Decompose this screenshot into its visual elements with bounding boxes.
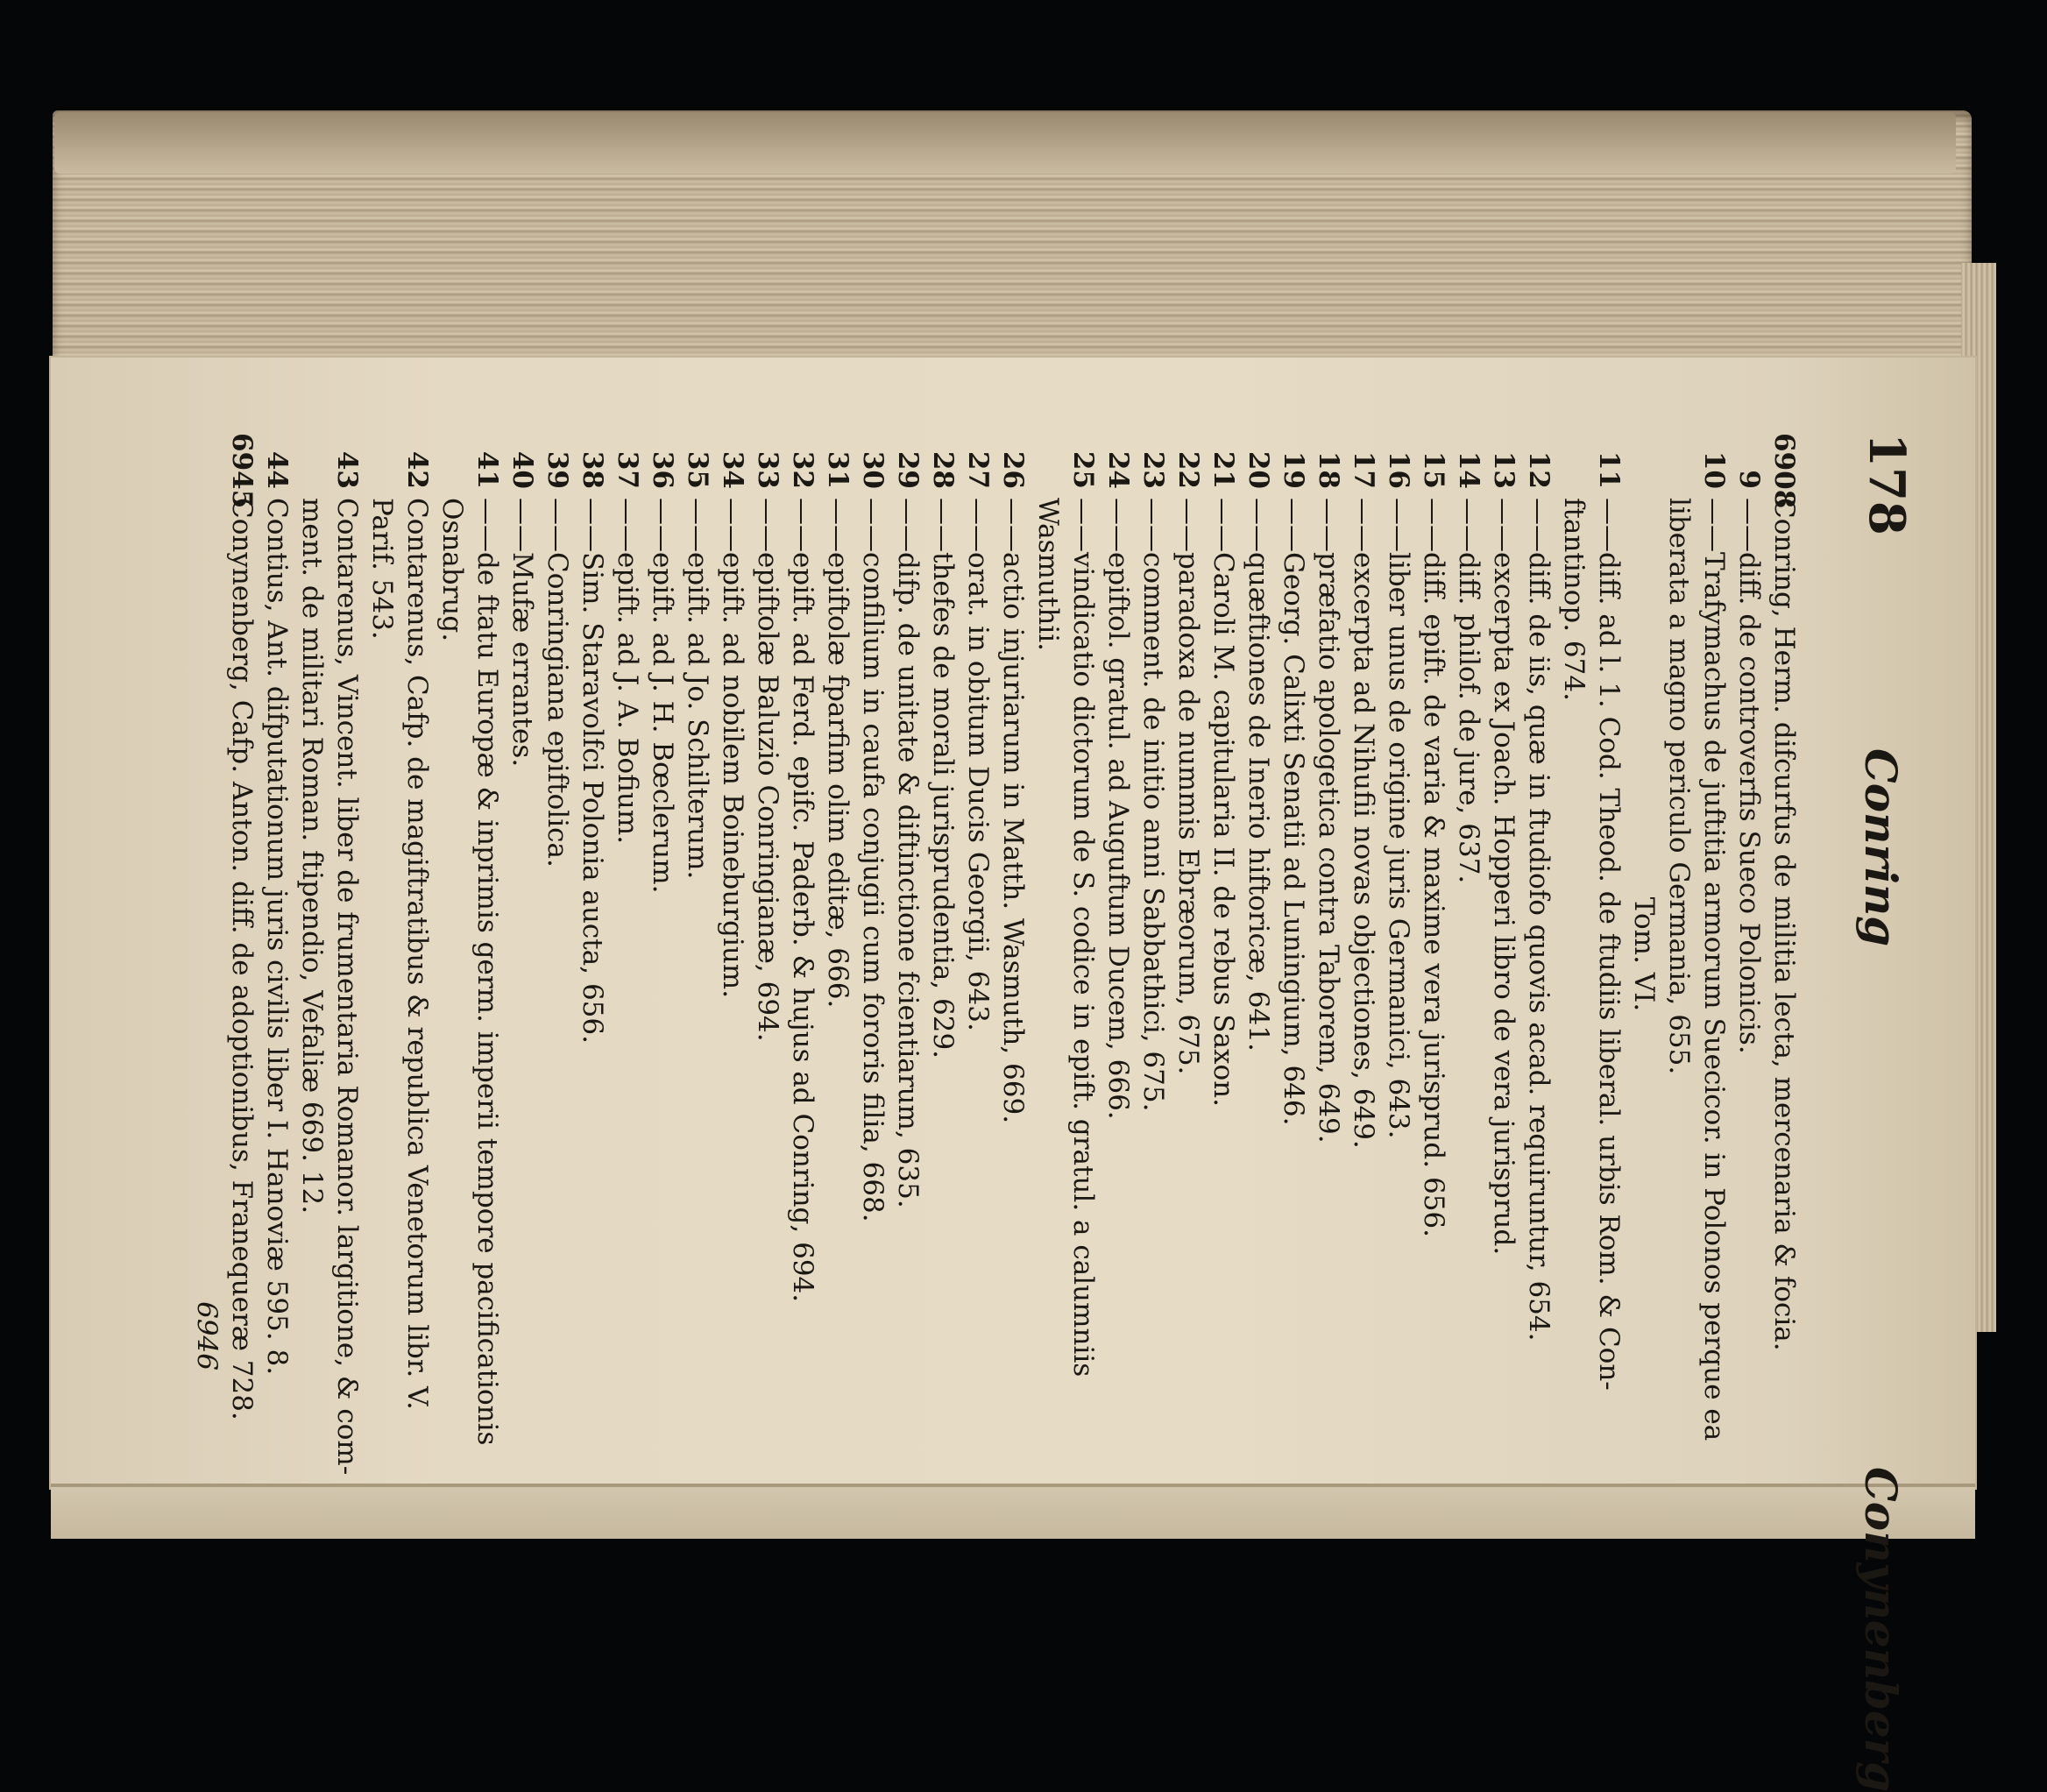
catchword: 6946: [191, 1301, 223, 1371]
list-item: [1276, 433, 1311, 1476]
entry-number: 15: [1418, 450, 1449, 489]
list-item: [960, 433, 995, 1476]
page-number: 178: [1858, 433, 1916, 535]
list-item: [820, 433, 855, 1476]
entry-text: ——epift. ad nobilem Boineburgium.: [717, 498, 748, 999]
entry-continuation: Parif. 543.: [366, 498, 398, 640]
entry-number: 25: [1067, 450, 1099, 489]
entry-number: 39: [542, 450, 573, 489]
entry-text: Conynenberg, Cafp. Anton. diff. de adoptionibus, Franequeræ 728.: [226, 498, 258, 1420]
list-item: [1591, 433, 1626, 1476]
list-item: [1101, 433, 1136, 1476]
list-item: [785, 433, 820, 1476]
list-item: [400, 433, 435, 1476]
entry-number: 33: [752, 450, 783, 489]
entry-number: 14: [1453, 450, 1484, 489]
list-item: [855, 433, 890, 1476]
entry-number: 34: [717, 450, 748, 489]
entry-text: ——epift. ad Ferd. epifc. Paderb. & hujus ad Conring, 694.: [787, 498, 818, 1303]
entry-text: ——Georg. Calixti Senatii ad Luningium, 646.: [1278, 498, 1309, 1126]
entry-number: 32: [787, 450, 818, 489]
entry-number: 28: [927, 450, 959, 489]
list-item: [1346, 433, 1381, 1476]
entry-text: ——Caroli M. capitularia II. de rebus Saxon.: [1208, 498, 1239, 1107]
entry-number: 38: [577, 450, 608, 489]
left-keyword: Conring: [1855, 748, 1907, 947]
entry-text: ——epift. ad Jo. Schilterum.: [682, 498, 713, 880]
list-item: [645, 433, 680, 1476]
entry-text: ——difp. de unitate & diftinctione fcientiarum, 635.: [892, 498, 924, 1208]
entry-text: ——de ftatu Europæ & inprimis germ. imperii tempore pacificationis: [471, 498, 503, 1446]
list-item: [224, 433, 259, 1476]
entry-number: 30: [857, 450, 889, 489]
entry-number: 22: [1172, 450, 1204, 489]
entry-text: ——Conringiana epiftolica.: [542, 498, 573, 868]
entry-number: 16: [1383, 450, 1414, 489]
entry-number: 20: [1243, 450, 1274, 489]
entry-text: Conring, Herm. difcurfus de militia lecta, mercenaria & focia.: [1768, 498, 1800, 1351]
entry-continuation: Wasmuthii.: [1032, 498, 1064, 652]
entry-text: ——Sim. Staravolfci Polonia aucta, 656.: [577, 498, 608, 1044]
entry-text: ——excerpta ex Joach. Hopperi libro de vera jurisprud.: [1488, 498, 1519, 1256]
list-item: [505, 433, 540, 1476]
entry-number: 13: [1488, 450, 1519, 489]
list-item: [1311, 433, 1346, 1476]
entry-number: 42: [401, 450, 433, 489]
entry-continuation: Osnabrug.: [436, 498, 468, 642]
entry-number: 36: [647, 450, 678, 489]
entry-number: 41: [471, 450, 503, 489]
entry-number: 35: [682, 450, 713, 489]
entry-number: 6908: [1768, 433, 1800, 509]
list-item: [925, 433, 960, 1476]
list-item: [1767, 433, 1802, 1476]
list-item: [1416, 433, 1451, 1476]
entry-text: ——epiftolæ fparfim olim editæ, 666.: [822, 498, 854, 1009]
entry-text: ——Mufæ errantes.: [506, 498, 538, 768]
entry-text: Contius, Ant. difputationum juris civilis liber I. Hanoviæ 595. 8.: [261, 498, 293, 1376]
entry-number: 24: [1102, 450, 1134, 489]
entry-number: 6945: [226, 433, 258, 509]
entry-number: 10: [1698, 450, 1730, 489]
entry-text: ——confilium in caufa conjugii cum fororis filia, 668.: [857, 498, 889, 1222]
entry-number: 12: [1523, 450, 1555, 489]
entry-continuation: ftantinop. 674.: [1558, 498, 1590, 701]
list-item: [1732, 433, 1767, 1476]
facing-page-edge: [51, 1485, 1975, 1539]
list-item: [750, 433, 785, 1476]
list-item: [1451, 433, 1486, 1476]
list-item: [1241, 433, 1276, 1476]
list-item: [715, 433, 750, 1476]
entry-text: ——Trafymachus de juftitia armorum Suecicor. in Polonos perque ea: [1698, 498, 1730, 1441]
list-item: [259, 433, 294, 1476]
entry-text: ——vindicatio dictorum de S. codice in epift. gratul. a calumniis: [1067, 498, 1099, 1378]
entry-number: 17: [1348, 450, 1379, 489]
list-item: [1206, 433, 1241, 1476]
entry-text: ——epift. ad J. H. Bœclerum.: [647, 498, 678, 894]
running-head: [1828, 433, 1924, 1792]
entry-number: 26: [997, 450, 1029, 489]
entry-text: ——epiftol. gratul. ad Auguftum Ducem, 666.: [1102, 498, 1134, 1120]
book-top-edge: [54, 112, 1956, 174]
entry-text: ——quæftiones de Inerio hiftoricæ, 641.: [1243, 498, 1274, 1052]
list-item: [890, 433, 925, 1476]
entry-text: ——comment. de initio anni Sabbathici, 675.: [1137, 498, 1169, 1112]
entry-text: Contarenus, Cafp. de magiftratibus & republica Venetorum libr. V.: [401, 498, 433, 1410]
list-item: [1521, 433, 1556, 1476]
entry-text: ——diff. philof. de jure, 637.: [1453, 498, 1484, 884]
entry-number: 43: [331, 450, 363, 489]
list-item: [540, 433, 575, 1476]
entry-text: ——epift. ad J. A. Bofium.: [612, 498, 643, 845]
list-item: [1066, 433, 1101, 1476]
entry-text: ——excerpta ad Nihufii novas objectiones, 649.: [1348, 498, 1379, 1149]
list-item: [1381, 433, 1416, 1476]
entry-text: ——actio injuriarum in Matth. Wasmuth, 669.: [997, 498, 1029, 1124]
entry-text: ——orat. in obitum Ducis Georgii, 643.: [962, 498, 994, 1031]
entry-number: 19: [1278, 450, 1309, 489]
entry-number: 31: [822, 450, 854, 489]
entry-text: ——diff. de iis, quæ in ftudiofo quovis acad. requiruntur, 654.: [1523, 498, 1555, 1342]
list-item: [329, 433, 365, 1476]
list-item: [1696, 433, 1732, 1476]
entry-text: ——epiftolæ Baluzio Conringianæ, 694.: [752, 498, 783, 1042]
entry-continuation: ment. de militari Roman. ftipendio, Vefaliæ 669. 12.: [296, 498, 328, 1215]
entry-number: 44: [261, 450, 293, 489]
entry-number: 9: [1733, 470, 1765, 489]
gutter-line: [51, 1484, 1975, 1487]
entry-number: 40: [506, 450, 538, 489]
page-text-block: [189, 433, 1924, 1792]
list-item: [1136, 433, 1171, 1476]
entry-continuation: liberata a magno periculo Germania, 655.: [1663, 498, 1695, 1075]
list-item: [610, 433, 645, 1476]
list-item: [575, 433, 610, 1476]
volume-heading: Tom. VI.: [1628, 896, 1660, 1012]
list-item: [470, 433, 505, 1476]
entry-text: ——liber unus de origine juris Germanici, 643.: [1383, 498, 1414, 1139]
entry-number: 37: [612, 450, 643, 489]
entry-number: 27: [962, 450, 994, 489]
list-item: [995, 433, 1031, 1476]
entry-text: ——diff. de controverfis Sueco Polonicis.: [1733, 498, 1765, 1054]
entry-number: 11: [1593, 450, 1625, 489]
entry-text: ——præfatio apologetica contra Taborem, 649.: [1313, 498, 1344, 1144]
entry-text: ——diff. epift. de varia & maxime vera jurisprud. 656.: [1418, 498, 1449, 1237]
entry-text: Contarenus, Vincent. liber de frumentaria Romanor. largitione, & com-: [331, 498, 363, 1476]
list-item: [680, 433, 715, 1476]
entry-number: 18: [1313, 450, 1344, 489]
entry-number: 21: [1208, 450, 1239, 489]
entry-list: [224, 433, 1802, 1476]
entry-number: 29: [892, 450, 924, 489]
right-keyword: Conynenberg: [1855, 1467, 1907, 1792]
entry-text: ——paradoxa de nummis Ebræorum, 675.: [1172, 498, 1204, 1075]
entry-text: ——diff. ad l. 1. Cod. Theod. de ftudiis liberal. urbis Rom. & Con-: [1593, 498, 1625, 1391]
entry-number: 23: [1137, 450, 1169, 489]
entry-text: ——thefes de morali jurisprudentia, 629.: [927, 498, 959, 1059]
list-item: [1486, 433, 1521, 1476]
list-item: [1171, 433, 1206, 1476]
